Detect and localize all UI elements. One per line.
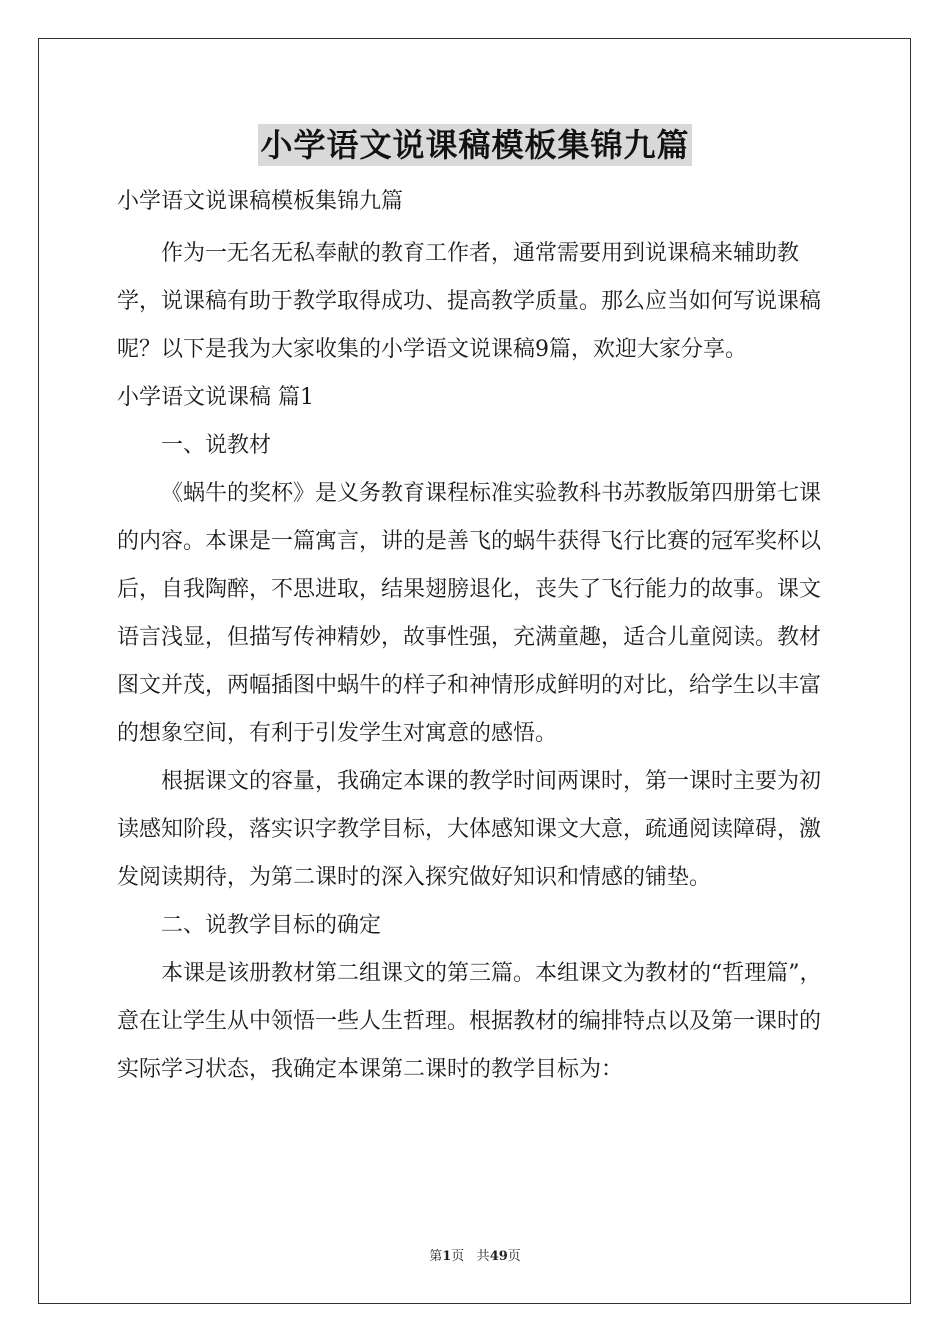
paragraph-lesson-hours: 根据课文的容量，我确定本课的教学时间两课时，第一课时主要为初读感知阶段，落实识字教学目标，大体感知课文大意，疏通阅读障碍，激发阅读期待，为第二课时的深入探究做好知识和情感的铺垫。	[117, 769, 822, 890]
document-subtitle: 小学语文说课稿模板集锦九篇	[117, 189, 404, 214]
footer-page-current: 1	[442, 1249, 452, 1264]
footer-page-total: 49	[489, 1249, 508, 1264]
paragraph-teaching-goals: 本课是该册教材第二组课文的第三篇。本组课文为教材的“哲理篇”，意在让学生从中领悟一些人生哲理。根据教材的编排特点以及第一课时的实际学习状态，我确定本课第二课时的教学目标为：	[117, 961, 822, 1082]
footer-total-prefix: 共	[476, 1249, 490, 1264]
subheading-textbook: 一、说教材	[161, 433, 272, 458]
subheading-teaching-goals: 二、说教学目标的确定	[161, 913, 382, 938]
footer-total-suffix: 页	[507, 1249, 521, 1264]
title-container	[0, 124, 950, 166]
footer-page-suffix: 页	[451, 1249, 465, 1264]
document-title: 小学语文说课稿模板集锦九篇	[260, 126, 690, 164]
section-heading-article-1: 小学语文说课稿 篇1	[117, 385, 314, 410]
document-body	[117, 178, 835, 1094]
footer-page-prefix: 第	[429, 1249, 443, 1264]
paragraph-textbook-description: 《蜗牛的奖杯》是义务教育课程标准实验教科书苏教版第四册第七课的内容。本课是一篇寓言，讲的是善飞的蜗牛获得飞行比赛的冠军奖杯以后，自我陶醉，不思进取，结果翅膀退化，丧失了飞行能力的故事。课文语言浅显，但描写传神精妙，故事性强，充满童趣，适合儿童阅读。教材图文并茂，两幅插图中蜗牛的样子和神情形成鲜明的对比，给学生以丰富的想象空间，有利于引发学生对寓意的感悟。	[117, 481, 822, 746]
page-footer	[0, 1245, 950, 1264]
intro-paragraph: 作为一无名无私奉献的教育工作者，通常需要用到说课稿来辅助教学，说课稿有助于教学取得成功、提高教学质量。那么应当如何写说课稿呢？以下是我为大家收集的小学语文说课稿9篇，欢迎大家分享。	[117, 241, 822, 362]
